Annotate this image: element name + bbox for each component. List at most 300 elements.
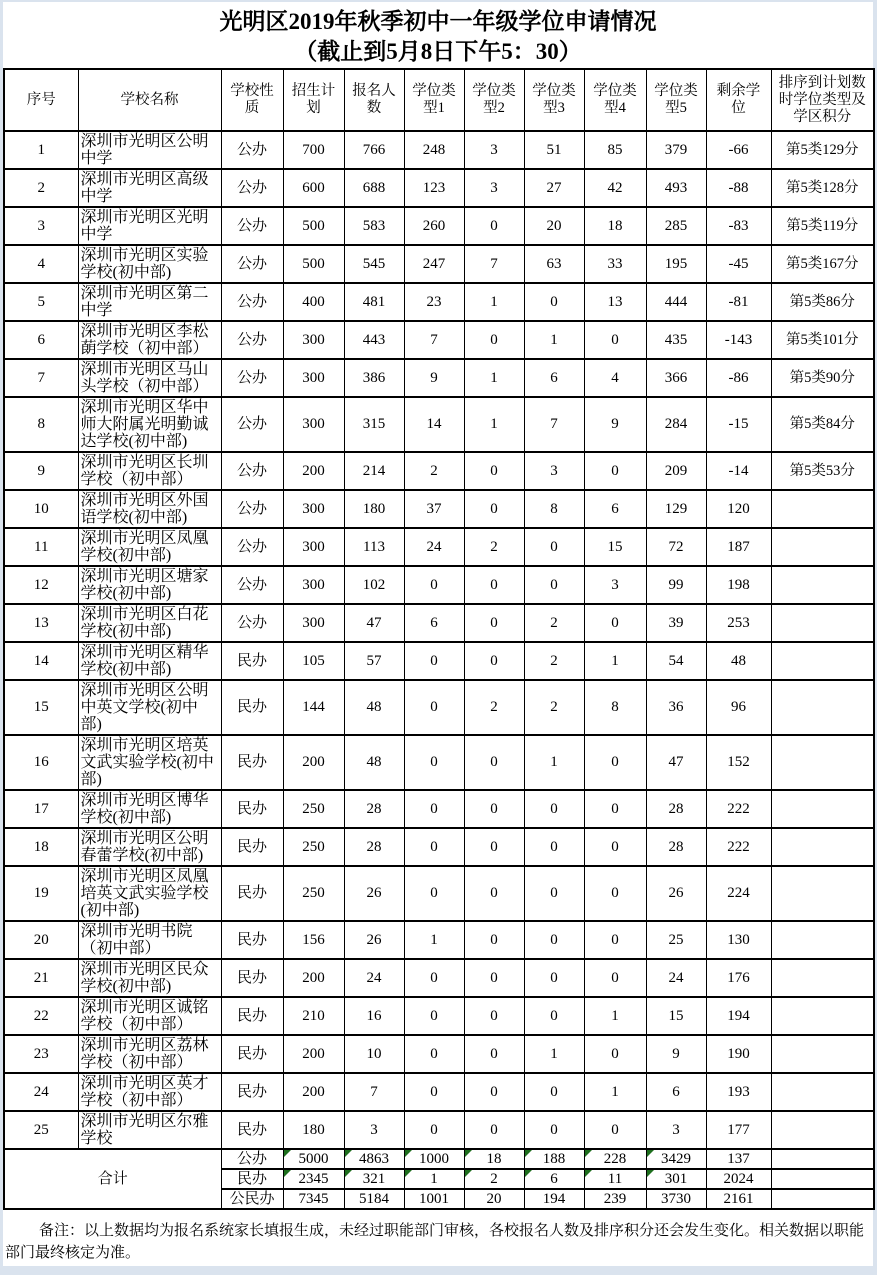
cell-value: 0 [404, 680, 464, 735]
cell-school-name: 深圳市光明区尔雅学校 [78, 1111, 221, 1149]
cell-school-name: 深圳市光明区公明中英文学校(初中部) [78, 680, 221, 735]
cell-remark: 第5类84分 [771, 397, 874, 452]
cell-value: 7 [344, 1073, 404, 1111]
cell-value: 28 [646, 828, 706, 866]
cell-value: 0 [524, 790, 584, 828]
flag-triangle-icon [345, 1170, 352, 1177]
cell-value: 200 [283, 452, 344, 490]
cell-total-value: 7345 [283, 1189, 344, 1209]
table-row [4, 1111, 874, 1149]
table-row [4, 959, 874, 997]
cell-value: 200 [283, 1073, 344, 1111]
cell-school-name: 深圳市光明区长圳学校（初中部） [78, 452, 221, 490]
cell-value: 120 [706, 490, 771, 528]
cell-seq: 16 [4, 735, 78, 790]
cell-value: 6 [524, 359, 584, 397]
cell-value: 0 [464, 866, 524, 921]
cell-value: 176 [706, 959, 771, 997]
cell-value: 47 [344, 604, 404, 642]
cell-seq: 25 [4, 1111, 78, 1149]
cell-school-nature: 民办 [221, 642, 283, 680]
cell-school-name: 深圳市光明区光明中学 [78, 207, 221, 245]
cell-value: 33 [584, 245, 646, 283]
cell-value: 600 [283, 169, 344, 207]
cell-value: 3 [524, 452, 584, 490]
cell-school-name: 深圳市光明区精华学校(初中部) [78, 642, 221, 680]
table-row [4, 866, 874, 921]
cell-value: 24 [646, 959, 706, 997]
cell-school-nature: 公办 [221, 452, 283, 490]
cell-seq: 4 [4, 245, 78, 283]
flag-triangle-icon [284, 1170, 291, 1177]
cell-value: 3 [464, 169, 524, 207]
cell-value: 0 [524, 921, 584, 959]
flag-triangle-icon [405, 1150, 412, 1157]
table-row [4, 828, 874, 866]
cell-value: 7 [404, 321, 464, 359]
table-body [4, 131, 874, 1209]
cell-school-name: 深圳市光明区塘家学校(初中部) [78, 566, 221, 604]
cell-value: 0 [464, 452, 524, 490]
cell-school-nature: 公办 [221, 490, 283, 528]
cell-total-value: 2 [464, 1169, 524, 1189]
cell-value: 300 [283, 528, 344, 566]
cell-total-value: 6 [524, 1169, 584, 1189]
cell-remark: 第5类119分 [771, 207, 874, 245]
column-header-8: 学位类型3 [524, 69, 584, 131]
cell-value: 0 [404, 1073, 464, 1111]
column-header-9: 学位类型4 [584, 69, 646, 131]
cell-school-nature: 民办 [221, 828, 283, 866]
cell-value: 1 [584, 1073, 646, 1111]
cell-value: 500 [283, 207, 344, 245]
cell-value: 0 [464, 604, 524, 642]
table-row [4, 566, 874, 604]
cell-school-nature: 民办 [221, 921, 283, 959]
column-header-2: 学校名称 [78, 69, 221, 131]
cell-value: 386 [344, 359, 404, 397]
cell-value: 250 [283, 790, 344, 828]
cell-seq: 8 [4, 397, 78, 452]
cell-value: 2 [464, 680, 524, 735]
cell-value: 0 [404, 1035, 464, 1073]
cell-value: 6 [584, 490, 646, 528]
cell-value: 190 [706, 1035, 771, 1073]
table-row [4, 735, 874, 790]
cell-value: 1 [464, 359, 524, 397]
flag-triangle-icon [465, 1150, 472, 1157]
cell-value: 583 [344, 207, 404, 245]
cell-value: 72 [646, 528, 706, 566]
cell-value: 18 [584, 207, 646, 245]
cell-total-value: 1000 [404, 1149, 464, 1169]
cell-value: 57 [344, 642, 404, 680]
cell-seq: 23 [4, 1035, 78, 1073]
cell-remark [771, 1073, 874, 1111]
cell-value: 0 [584, 921, 646, 959]
cell-value: -81 [706, 283, 771, 321]
cell-value: 0 [404, 959, 464, 997]
cell-seq: 21 [4, 959, 78, 997]
table-row [4, 528, 874, 566]
cell-value: 180 [283, 1111, 344, 1149]
cell-value: 47 [646, 735, 706, 790]
table-row [4, 359, 874, 397]
column-header-12: 排序到计划数时学位类型及学区积分 [771, 69, 874, 131]
cell-total-value: 2024 [706, 1169, 771, 1189]
cell-school-nature: 公办 [221, 359, 283, 397]
cell-school-name: 深圳市光明区马山头学校（初中部） [78, 359, 221, 397]
cell-value: 20 [524, 207, 584, 245]
cell-value: 300 [283, 321, 344, 359]
cell-school-name: 深圳市光明区民众学校(初中部) [78, 959, 221, 997]
cell-value: 6 [404, 604, 464, 642]
cell-school-nature: 民办 [221, 1073, 283, 1111]
total-row [4, 1149, 874, 1169]
cell-value: 688 [344, 169, 404, 207]
cell-value: 209 [646, 452, 706, 490]
column-header-10: 学位类型5 [646, 69, 706, 131]
cell-value: 300 [283, 604, 344, 642]
cell-value: 39 [646, 604, 706, 642]
cell-value: 0 [524, 997, 584, 1035]
cell-value: 3 [646, 1111, 706, 1149]
cell-value: 0 [404, 735, 464, 790]
cell-value: 28 [646, 790, 706, 828]
cell-school-name: 深圳市光明区白花学校(初中部) [78, 604, 221, 642]
cell-remark [771, 997, 874, 1035]
cell-value: 200 [283, 1035, 344, 1073]
cell-value: 7 [524, 397, 584, 452]
table-row [4, 452, 874, 490]
cell-school-nature: 民办 [221, 790, 283, 828]
cell-value: 0 [584, 866, 646, 921]
cell-total-nature: 公民办 [221, 1189, 283, 1209]
cell-value: 113 [344, 528, 404, 566]
cell-total-value: 239 [584, 1189, 646, 1209]
flag-triangle-icon [525, 1170, 532, 1177]
table-row [4, 921, 874, 959]
cell-value: 443 [344, 321, 404, 359]
cell-value: 1 [584, 642, 646, 680]
cell-total-remark [771, 1149, 874, 1169]
cell-school-name: 深圳市光明区凤凰培英文武实验学校(初中部) [78, 866, 221, 921]
cell-value: 0 [584, 735, 646, 790]
cell-seq: 5 [4, 283, 78, 321]
cell-school-nature: 公办 [221, 283, 283, 321]
cell-remark [771, 566, 874, 604]
column-header-3: 学校性质 [221, 69, 283, 131]
cell-seq: 19 [4, 866, 78, 921]
table-row [4, 1035, 874, 1073]
cell-value: 500 [283, 245, 344, 283]
cell-value: 284 [646, 397, 706, 452]
cell-value: 300 [283, 397, 344, 452]
spreadsheet-sheet [3, 2, 873, 1266]
cell-value: 63 [524, 245, 584, 283]
cell-value: 4 [584, 359, 646, 397]
table-row [4, 207, 874, 245]
cell-value: -86 [706, 359, 771, 397]
cell-seq: 7 [4, 359, 78, 397]
table-row [4, 245, 874, 283]
cell-total-nature: 公办 [221, 1149, 283, 1169]
cell-value: 23 [404, 283, 464, 321]
cell-seq: 18 [4, 828, 78, 866]
totals-label: 合计 [4, 1149, 221, 1209]
cell-remark [771, 604, 874, 642]
cell-remark [771, 680, 874, 735]
cell-value: 1 [404, 921, 464, 959]
column-header-5: 报名人数 [344, 69, 404, 131]
cell-remark: 第5类90分 [771, 359, 874, 397]
table-row [4, 604, 874, 642]
cell-value: 0 [524, 528, 584, 566]
cell-value: 1 [524, 321, 584, 359]
cell-seq: 14 [4, 642, 78, 680]
cell-total-value: 20 [464, 1189, 524, 1209]
cell-value: 0 [464, 1035, 524, 1073]
cell-school-name: 深圳市光明区英才学校（初中部） [78, 1073, 221, 1111]
cell-value: 0 [404, 566, 464, 604]
cell-school-nature: 公办 [221, 528, 283, 566]
cell-total-value: 5184 [344, 1189, 404, 1209]
cell-value: 0 [524, 1111, 584, 1149]
table-row [4, 283, 874, 321]
cell-school-name: 深圳市光明区公明春蕾学校(初中部) [78, 828, 221, 866]
cell-value: -14 [706, 452, 771, 490]
cell-value: 444 [646, 283, 706, 321]
cell-value: 0 [464, 790, 524, 828]
cell-value: 130 [706, 921, 771, 959]
cell-value: 0 [584, 790, 646, 828]
cell-value: 1 [524, 735, 584, 790]
cell-value: 3 [464, 131, 524, 169]
cell-value: 210 [283, 997, 344, 1035]
cell-remark: 第5类101分 [771, 321, 874, 359]
cell-school-nature: 民办 [221, 680, 283, 735]
cell-seq: 1 [4, 131, 78, 169]
cell-value: 195 [646, 245, 706, 283]
cell-value: 129 [646, 490, 706, 528]
cell-value: 250 [283, 828, 344, 866]
cell-value: 0 [464, 1111, 524, 1149]
cell-value: 0 [524, 1073, 584, 1111]
cell-value: -15 [706, 397, 771, 452]
cell-value: 0 [464, 735, 524, 790]
cell-total-value: 3730 [646, 1189, 706, 1209]
cell-value: 0 [464, 1073, 524, 1111]
cell-value: 8 [584, 680, 646, 735]
cell-value: 48 [344, 735, 404, 790]
cell-value: 0 [524, 283, 584, 321]
cell-school-name: 深圳市光明区实验学校(初中部) [78, 245, 221, 283]
cell-value: 0 [524, 866, 584, 921]
cell-value: 366 [646, 359, 706, 397]
cell-value: 85 [584, 131, 646, 169]
cell-value: 2 [524, 680, 584, 735]
cell-value: 0 [464, 828, 524, 866]
table-row [4, 997, 874, 1035]
cell-value: 26 [344, 866, 404, 921]
cell-value: 0 [404, 1111, 464, 1149]
cell-value: 0 [464, 642, 524, 680]
cell-value: 194 [706, 997, 771, 1035]
cell-value: 0 [404, 866, 464, 921]
flag-triangle-icon [405, 1170, 412, 1177]
cell-seq: 22 [4, 997, 78, 1035]
cell-value: 0 [584, 452, 646, 490]
table-row [4, 397, 874, 452]
cell-value: 315 [344, 397, 404, 452]
cell-value: 6 [646, 1073, 706, 1111]
cell-seq: 3 [4, 207, 78, 245]
table-row [4, 131, 874, 169]
cell-school-nature: 民办 [221, 735, 283, 790]
cell-school-name: 深圳市光明区诚铭学校（初中部） [78, 997, 221, 1035]
page-title: 光明区2019年秋季初中一年级学位申请情况 [219, 9, 657, 34]
cell-value: 14 [404, 397, 464, 452]
page-subtitle: （截止到5月8日下午5：30） [294, 39, 582, 64]
cell-total-value: 4863 [344, 1149, 404, 1169]
cell-value: 15 [646, 997, 706, 1035]
cell-value: 198 [706, 566, 771, 604]
column-header-6: 学位类型1 [404, 69, 464, 131]
table-row [4, 321, 874, 359]
cell-seq: 20 [4, 921, 78, 959]
cell-value: 24 [404, 528, 464, 566]
cell-value: 0 [464, 207, 524, 245]
cell-value: 177 [706, 1111, 771, 1149]
cell-seq: 2 [4, 169, 78, 207]
cell-total-remark [771, 1169, 874, 1189]
cell-value: 260 [404, 207, 464, 245]
cell-seq: 6 [4, 321, 78, 359]
cell-total-value: 2345 [283, 1169, 344, 1189]
cell-value: 1 [464, 283, 524, 321]
cell-school-name: 深圳市光明区华中师大附属光明勤诚达学校(初中部) [78, 397, 221, 452]
table-header [4, 69, 874, 131]
cell-seq: 15 [4, 680, 78, 735]
cell-value: 144 [283, 680, 344, 735]
cell-value: -66 [706, 131, 771, 169]
cell-value: 96 [706, 680, 771, 735]
cell-remark [771, 490, 874, 528]
cell-seq: 11 [4, 528, 78, 566]
cell-value: 180 [344, 490, 404, 528]
cell-school-name: 深圳市光明区荔林学校（初中部） [78, 1035, 221, 1073]
cell-remark: 第5类129分 [771, 131, 874, 169]
cell-total-value: 5000 [283, 1149, 344, 1169]
cell-value: 214 [344, 452, 404, 490]
cell-value: 99 [646, 566, 706, 604]
cell-remark [771, 642, 874, 680]
cell-school-nature: 公办 [221, 207, 283, 245]
cell-school-nature: 公办 [221, 245, 283, 283]
cell-value: 27 [524, 169, 584, 207]
cell-value: 13 [584, 283, 646, 321]
cell-school-nature: 公办 [221, 131, 283, 169]
cell-value: 16 [344, 997, 404, 1035]
cell-value: 0 [524, 959, 584, 997]
cell-value: 9 [584, 397, 646, 452]
cell-value: 105 [283, 642, 344, 680]
cell-value: 0 [464, 566, 524, 604]
cell-value: 435 [646, 321, 706, 359]
cell-value: 0 [524, 566, 584, 604]
cell-value: 9 [404, 359, 464, 397]
cell-total-value: 1001 [404, 1189, 464, 1209]
cell-value: 8 [524, 490, 584, 528]
cell-value: 0 [464, 490, 524, 528]
cell-remark [771, 1111, 874, 1149]
cell-total-remark [771, 1189, 874, 1209]
cell-value: 1 [464, 397, 524, 452]
cell-value: -88 [706, 169, 771, 207]
cell-value: 123 [404, 169, 464, 207]
cell-school-name: 深圳市光明书院 （初中部） [78, 921, 221, 959]
cell-value: 9 [646, 1035, 706, 1073]
cell-school-name: 深圳市光明区高级中学 [78, 169, 221, 207]
cell-remark [771, 959, 874, 997]
column-header-7: 学位类型2 [464, 69, 524, 131]
flag-triangle-icon [284, 1150, 291, 1157]
cell-value: 545 [344, 245, 404, 283]
cell-total-value: 1 [404, 1169, 464, 1189]
cell-total-value: 321 [344, 1169, 404, 1189]
cell-total-value: 301 [646, 1169, 706, 1189]
table-row [4, 1073, 874, 1111]
cell-value: 300 [283, 359, 344, 397]
flag-triangle-icon [585, 1150, 592, 1157]
cell-value: 28 [344, 828, 404, 866]
cell-school-name: 深圳市光明区外国语学校(初中部) [78, 490, 221, 528]
cell-value: 10 [344, 1035, 404, 1073]
flag-triangle-icon [647, 1150, 654, 1157]
flag-triangle-icon [585, 1170, 592, 1177]
cell-value: 152 [706, 735, 771, 790]
cell-value: 0 [584, 1035, 646, 1073]
cell-seq: 13 [4, 604, 78, 642]
cell-remark [771, 528, 874, 566]
cell-value: -45 [706, 245, 771, 283]
cell-seq: 17 [4, 790, 78, 828]
column-header-4: 招生计划 [283, 69, 344, 131]
cell-value: 36 [646, 680, 706, 735]
cell-total-nature: 民办 [221, 1169, 283, 1189]
cell-value: 379 [646, 131, 706, 169]
cell-total-value: 11 [584, 1169, 646, 1189]
cell-value: 0 [584, 604, 646, 642]
cell-value: 187 [706, 528, 771, 566]
cell-total-value: 194 [524, 1189, 584, 1209]
cell-value: 766 [344, 131, 404, 169]
cell-value: 2 [404, 452, 464, 490]
cell-value: 42 [584, 169, 646, 207]
cell-value: 0 [404, 790, 464, 828]
title-block [3, 2, 873, 68]
cell-total-value: 3429 [646, 1149, 706, 1169]
cell-total-value: 2161 [706, 1189, 771, 1209]
cell-value: 1 [524, 1035, 584, 1073]
cell-school-name: 深圳市光明区博华学校(初中部) [78, 790, 221, 828]
cell-remark [771, 1035, 874, 1073]
cell-value: 102 [344, 566, 404, 604]
column-header-1: 序号 [4, 69, 78, 131]
table-row [4, 680, 874, 735]
cell-value: 26 [344, 921, 404, 959]
cell-value: 0 [404, 997, 464, 1035]
